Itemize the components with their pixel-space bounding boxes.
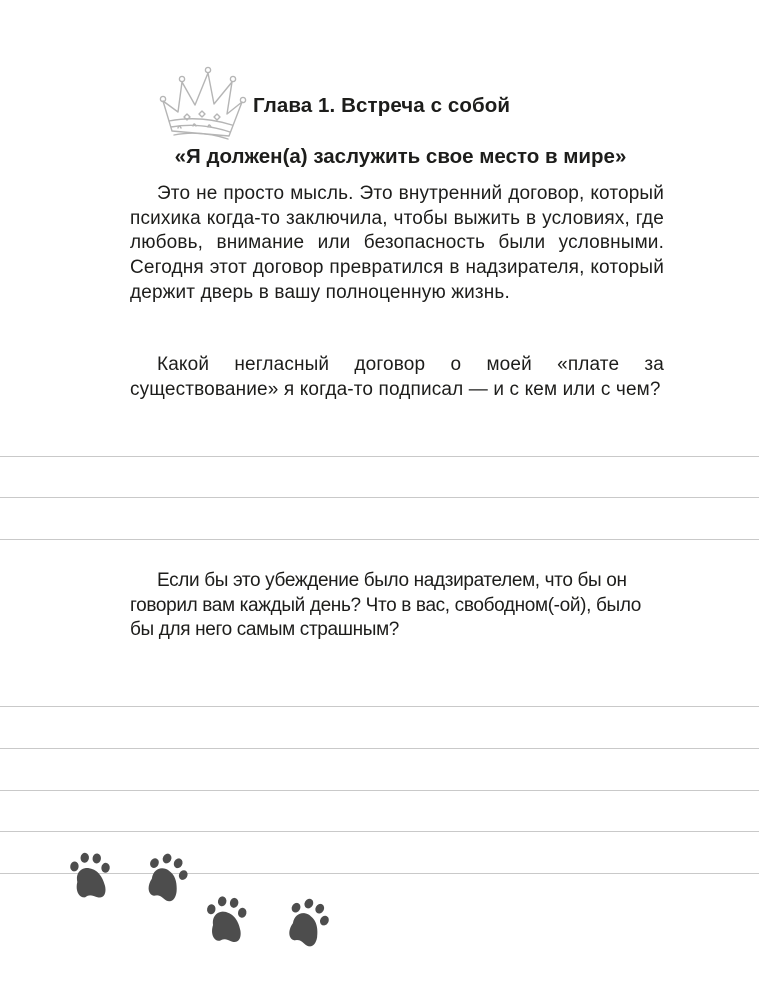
answer-line-6[interactable] bbox=[0, 790, 759, 791]
answer-line-5[interactable] bbox=[0, 748, 759, 749]
paw-prints-icon bbox=[55, 840, 345, 960]
intro-paragraph: Это не просто мысль. Это внутренний договор, который психика когда-то заключила, чтобы выжить в условиях, где любовь, внимание или безопасность были условными. Сегодня этот договор превратился в надзирателя, который держит дверь в вашу полноценную жизнь. bbox=[130, 183, 664, 303]
crown-icon bbox=[148, 55, 250, 145]
answer-line-1[interactable] bbox=[0, 456, 759, 457]
answer-line-3[interactable] bbox=[0, 539, 759, 540]
question-2-text: Если бы это убеждение было надзирателем, что бы он говорил вам каждый день? Что в вас, свободном(-ой), было бы для него самым страшным? bbox=[130, 570, 641, 641]
answer-line-2[interactable] bbox=[0, 497, 759, 498]
answer-line-4[interactable] bbox=[0, 706, 759, 707]
answer-line-7[interactable] bbox=[0, 831, 759, 832]
question-1-text: Какой негласный договор о моей «плате за существование» я когда-то подписал — и с кем или с чем? bbox=[130, 354, 664, 400]
chapter-title: Глава 1. Встреча с собой bbox=[253, 94, 511, 117]
section-heading: «Я должен(а) заслужить свое место в мире» bbox=[174, 145, 627, 168]
